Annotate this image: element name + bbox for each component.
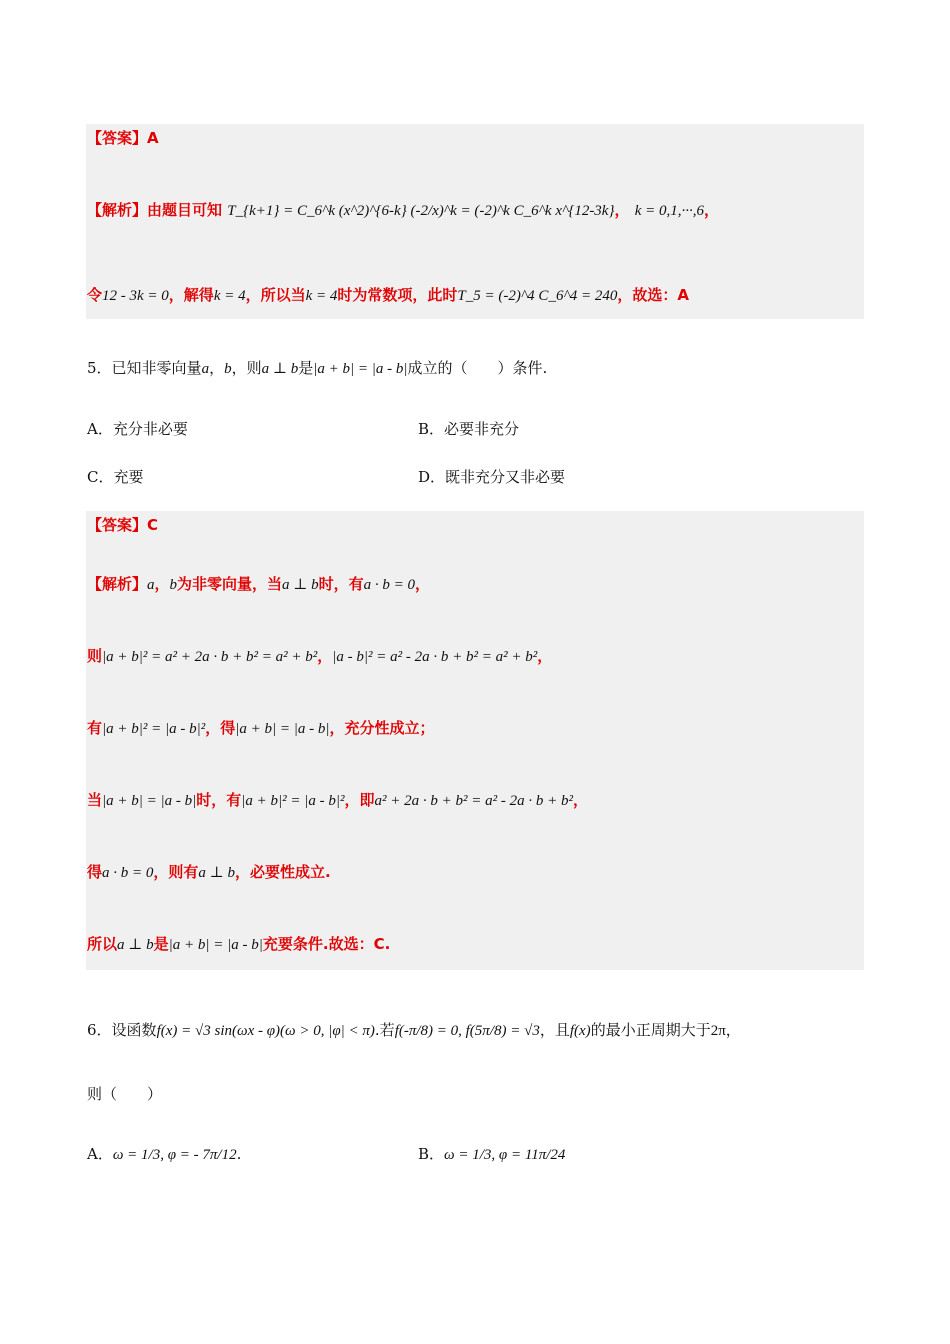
q4-analysis-line xyxy=(87,198,719,223)
separator: ， xyxy=(614,201,630,219)
analysis-lead: 由题目可知 xyxy=(147,201,223,219)
option-a-formula: ω = 1/3, φ = - 7π/12 xyxy=(112,1147,237,1163)
norm-formula: |a + b| = |a - b| xyxy=(313,361,408,377)
text: ， xyxy=(154,575,170,593)
condition-formula: f(-π/8) = 0, f(5π/8) = √3 xyxy=(394,1023,540,1039)
text: 当 xyxy=(87,791,103,809)
separator: ， xyxy=(704,201,720,219)
option-a[interactable]: A．充分非必要 xyxy=(87,420,188,438)
general-term-formula: T_{k+1} = C_6^k (x^2)^{6-k} (-2/x)^k = (-2)^k C_6^k x^{12-3k} xyxy=(227,203,615,219)
text: 得 xyxy=(87,863,103,881)
option-b[interactable]: B．必要非充分 xyxy=(418,420,520,438)
text: . xyxy=(236,1145,242,1163)
q5-analysis-line-1 xyxy=(87,572,430,597)
text: 时，有 xyxy=(196,791,242,809)
q5-analysis-line-2 xyxy=(87,644,552,669)
text: 时为常数项，此时 xyxy=(337,286,458,304)
text: 成立的（ ）条件. xyxy=(407,359,548,377)
text: ，即 xyxy=(344,791,375,809)
text: 有 xyxy=(87,719,103,737)
option-label: B． xyxy=(418,1145,445,1163)
text: ，则 xyxy=(231,359,262,377)
k-value-formula-2: k = 4 xyxy=(305,288,338,304)
option-label: A． xyxy=(87,1145,113,1163)
answer-tag: 【答案】 xyxy=(87,129,148,147)
q6-stem xyxy=(87,1018,741,1043)
text: ， xyxy=(317,647,333,665)
text: ，则有 xyxy=(153,863,199,881)
text: 是 xyxy=(298,359,314,377)
text: 则 xyxy=(87,647,103,665)
var-b: b xyxy=(224,361,232,377)
answer-tag: 【答案】 xyxy=(87,516,148,534)
text: ，充分性成立； xyxy=(329,719,435,737)
text: ， xyxy=(415,575,431,593)
q5-analysis-line-4 xyxy=(87,788,588,813)
t5-formula: T_5 = (-2)^4 C_6^4 = 240 xyxy=(457,288,618,304)
text: ， xyxy=(725,1021,741,1039)
text: ，且 xyxy=(539,1021,570,1039)
analysis-tag: 【解析】 xyxy=(87,201,148,219)
text: ， xyxy=(209,359,225,377)
text: 已知非零向量 xyxy=(111,359,202,377)
dot-formula: a · b = 0 xyxy=(102,865,154,881)
dot-formula: a · b = 0 xyxy=(363,577,416,593)
text: 时，有 xyxy=(318,575,364,593)
q5-analysis-line-5 xyxy=(87,860,331,885)
text: ，解得 xyxy=(168,286,214,304)
k-value-formula: k = 4 xyxy=(213,288,246,304)
text: 所以 xyxy=(87,935,118,953)
var-b: b xyxy=(169,577,178,593)
question-number: 5． xyxy=(87,359,112,377)
fx-formula: f(x) xyxy=(569,1023,591,1039)
text: ，故选：A xyxy=(617,286,689,304)
option-c[interactable]: C．充要 xyxy=(87,468,144,486)
analysis-tag: 【解析】 xyxy=(87,575,148,593)
var-a: a xyxy=(201,361,210,377)
text: 令 xyxy=(87,286,103,304)
equal-norm-formula: |a + b| = |a - b| xyxy=(235,721,330,737)
answer-value: A xyxy=(147,129,159,147)
text: ，得 xyxy=(205,719,236,737)
answer-value: C xyxy=(147,516,159,534)
option-d[interactable]: D．既非充分又非必要 xyxy=(418,468,566,486)
perp-formula: a ⊥ b xyxy=(198,865,236,881)
text: 是 xyxy=(153,935,169,953)
expanded-formula: a² + 2a · b + b² = a² - 2a · b + b² xyxy=(374,793,573,809)
q5-answer-line xyxy=(87,513,158,537)
equal-square-formula: |a + b|² = |a - b|² xyxy=(241,793,345,809)
q5-stem xyxy=(87,356,547,381)
period-formula: 2π xyxy=(710,1023,726,1039)
text: ，必要性成立. xyxy=(235,863,331,881)
perp-formula: a ⊥ b xyxy=(117,937,154,953)
q4-conclusion-line xyxy=(87,283,689,308)
option-b-formula: ω = 1/3, φ = 11π/24 xyxy=(444,1147,566,1163)
diff-square-formula: |a - b|² = a² - 2a · b + b² = a² + b² xyxy=(332,649,538,665)
perp-formula: a ⊥ b xyxy=(261,361,299,377)
text: ，所以当 xyxy=(245,286,306,304)
text: 为非零向量，当 xyxy=(177,575,283,593)
text: ， xyxy=(573,791,589,809)
text: ， xyxy=(537,647,553,665)
text: .若 xyxy=(374,1021,395,1039)
function-formula: f(x) = √3 sin(ωx - φ)(ω > 0, |φ| < π) xyxy=(156,1023,375,1039)
perp-formula: a ⊥ b xyxy=(282,577,319,593)
q6-stem-line-2: 则（ ） xyxy=(87,1085,163,1103)
sum-square-formula: |a + b|² = a² + 2a · b + b² = a² + b² xyxy=(102,649,318,665)
question-number: 6． xyxy=(87,1021,112,1039)
equation-formula: 12 - 3k = 0 xyxy=(102,288,169,304)
text: 充要条件.故选：C. xyxy=(262,935,391,953)
text: 设函数 xyxy=(111,1021,157,1039)
q5-analysis-line-6 xyxy=(87,932,390,957)
q6-option-a[interactable] xyxy=(87,1143,241,1166)
q4-answer-line xyxy=(87,126,159,150)
equal-norm-formula: |a + b| = |a - b| xyxy=(168,937,263,953)
k-range-formula: k = 0,1,···,6 xyxy=(634,203,704,219)
q5-analysis-line-3 xyxy=(87,716,435,741)
text: 的最小正周期大于 xyxy=(590,1021,711,1039)
equal-norm-formula: |a + b| = |a - b| xyxy=(102,793,197,809)
q6-option-b[interactable] xyxy=(418,1143,565,1166)
var-a: a xyxy=(147,577,155,593)
equal-square-formula: |a + b|² = |a - b|² xyxy=(102,721,206,737)
